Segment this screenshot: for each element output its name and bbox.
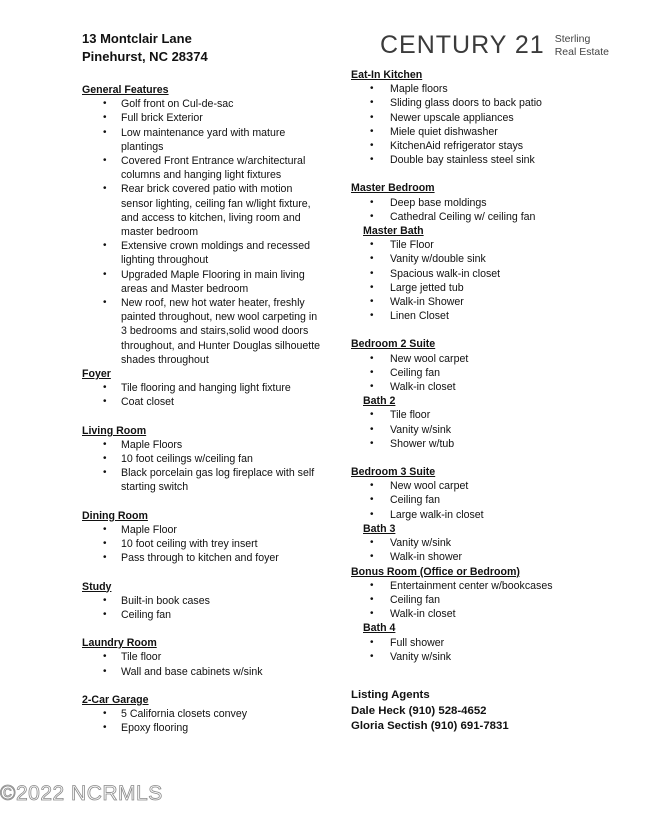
section-study [82,580,322,623]
section-master-bath [351,224,591,323]
section-bath-4 [351,621,591,664]
copyright-watermark: ©2022 NCRMLS [0,782,163,805]
section-title: Bath 3 [363,522,396,535]
feature-list [82,381,322,409]
feature-list [82,594,322,622]
section-title: General Features [82,84,169,96]
list-item: • Shower w/tub [351,437,591,451]
section-bedroom-3 [351,465,591,522]
section-eat-in-kitchen [351,68,591,167]
list-item: • Walk-in Shower [351,295,591,309]
list-item: • Upgraded Maple Flooring in main living areas and Master bedroom [82,268,322,296]
section-title: Bedroom 2 Suite [351,338,436,351]
list-item: • Walk-in closet [351,607,591,621]
century21-logo [380,31,609,60]
list-item: • Spacious walk-in closet [351,267,591,281]
list-item: • KitchenAid refrigerator stays [351,139,591,153]
feature-list [351,82,591,167]
list-item: • Maple Floor [82,523,322,537]
list-item: • Vanity w/sink [351,650,591,664]
section-bonus-room [351,565,591,622]
section-title: Bath 4 [363,622,396,635]
feature-list [82,707,322,735]
list-item: • 10 foot ceilings w/ceiling fan [82,452,322,466]
list-item: • Double bay stainless steel sink [351,153,591,167]
section-title: Master Bath [363,225,424,238]
list-item: • Sliding glass doors to back patio [351,96,591,110]
feature-list [82,97,322,367]
section-title: Bath 2 [363,395,396,408]
list-item: • New wool carpet [351,352,591,366]
list-item: • Large jetted tub [351,281,591,295]
section-title: Foyer [82,368,111,381]
list-item: • Epoxy flooring [82,721,322,735]
section-title: 2-Car Garage [82,693,149,706]
list-item: • Newer upscale appliances [351,111,591,125]
logo-tagline [555,33,609,59]
section-title: Living Room [82,424,147,437]
logo-tag-line-2: Real Estate [554,45,609,58]
section-title: Master Bedroom [351,182,435,195]
section-dining-room [82,509,322,566]
listing-agents [351,688,509,735]
section-title: Study [82,580,112,593]
section-living-room [82,424,322,495]
list-item: • 5 California closets convey [82,707,322,721]
feature-list [351,479,591,522]
section-title: Dining Room [82,509,148,522]
feature-list [82,523,322,566]
agents-title: Listing Agents [351,689,430,701]
section-title: Laundry Room [82,637,157,650]
list-item: • Linen Closet [351,309,591,323]
list-item: • Vanity w/sink [351,536,591,550]
section-title: Bonus Room (Office or Bedroom) [351,565,520,578]
list-item: • Vanity w/sink [351,423,591,437]
list-item: • New wool carpet [351,479,591,493]
feature-list [351,352,591,395]
list-item: • Ceiling fan [351,493,591,507]
section-garage [82,693,322,736]
list-item: • Entertainment center w/bookcases [351,579,591,593]
feature-list [351,196,591,224]
list-item: • Wall and base cabinets w/sink [82,665,322,679]
list-item: • Pass through to kitchen and foyer [82,551,322,565]
feature-list [351,636,591,664]
left-column [82,83,322,735]
section-bath-2 [351,394,591,451]
list-item: • Low maintenance yard with mature plantings [82,126,322,154]
list-item: • Walk-in closet [351,380,591,394]
list-item: • Ceiling fan [351,366,591,380]
list-item: • Ceiling fan [82,608,322,622]
list-item: • Tile floor [351,408,591,422]
feature-list [351,536,591,564]
section-bath-3 [351,522,591,565]
list-item: • Maple Floors [82,438,322,452]
list-item: • Rear brick covered patio with motion sensor lighting, ceiling fan w/light fixture, and access to kitchen, living room and master bedroom [82,182,322,239]
list-item: • Large walk-in closet [351,508,591,522]
feature-list [351,579,591,622]
list-item: • Coat closet [82,395,322,409]
section-master-bedroom [351,181,591,224]
list-item: • Walk-in shower [351,550,591,564]
feature-list [82,650,322,678]
list-item: • Tile floor [82,650,322,664]
list-item: • Tile flooring and hanging light fixture [82,381,322,395]
list-item: • Ceiling fan [351,593,591,607]
list-item: • Cathedral Ceiling w/ ceiling fan [351,210,591,224]
list-item: • New roof, new hot water heater, freshly painted throughout, new wool carpeting in 3 bedrooms and stairs,solid wood doors throughout, and Hunter Douglas silhouette shades throughout [82,296,322,367]
section-laundry-room [82,636,322,679]
list-item: • Tile Floor [351,238,591,252]
agent-2: Gloria Sectish (910) 691-7831 [351,720,509,732]
section-title: Eat-In Kitchen [351,69,423,81]
section-title: Bedroom 3 Suite [351,466,436,479]
list-item: • Built-in book cases [82,594,322,608]
list-item: • Deep base moldings [351,196,591,210]
address-line-1: 13 Montclair Lane [82,31,192,46]
list-item: • Full shower [351,636,591,650]
list-item: • 10 foot ceiling with trey insert [82,537,322,551]
list-item: • Miele quiet dishwasher [351,125,591,139]
right-column [351,68,591,664]
feature-list [82,438,322,495]
address-line-2: Pinehurst, NC 28374 [82,49,208,64]
list-item: • Covered Front Entrance w/architectural columns and hanging light fixtures [82,154,322,182]
feature-list [351,408,591,451]
list-item: • Vanity w/double sink [351,252,591,266]
list-item: • Black porcelain gas log fireplace with self starting switch [82,466,322,494]
list-item: • Maple floors [351,82,591,96]
list-item: • Full brick Exterior [82,111,322,125]
section-general-features [82,83,322,367]
list-item: • Golf front on Cul-de-sac [82,97,322,111]
section-bedroom-2 [351,337,591,394]
logo-brand: CENTURY 21 [380,31,545,59]
agent-1: Dale Heck (910) 528-4652 [351,704,487,717]
feature-list [351,238,591,323]
section-foyer [82,367,322,410]
list-item: • Extensive crown moldings and recessed lighting throughout [82,239,322,267]
logo-tag-line-1: Sterling [554,32,591,45]
